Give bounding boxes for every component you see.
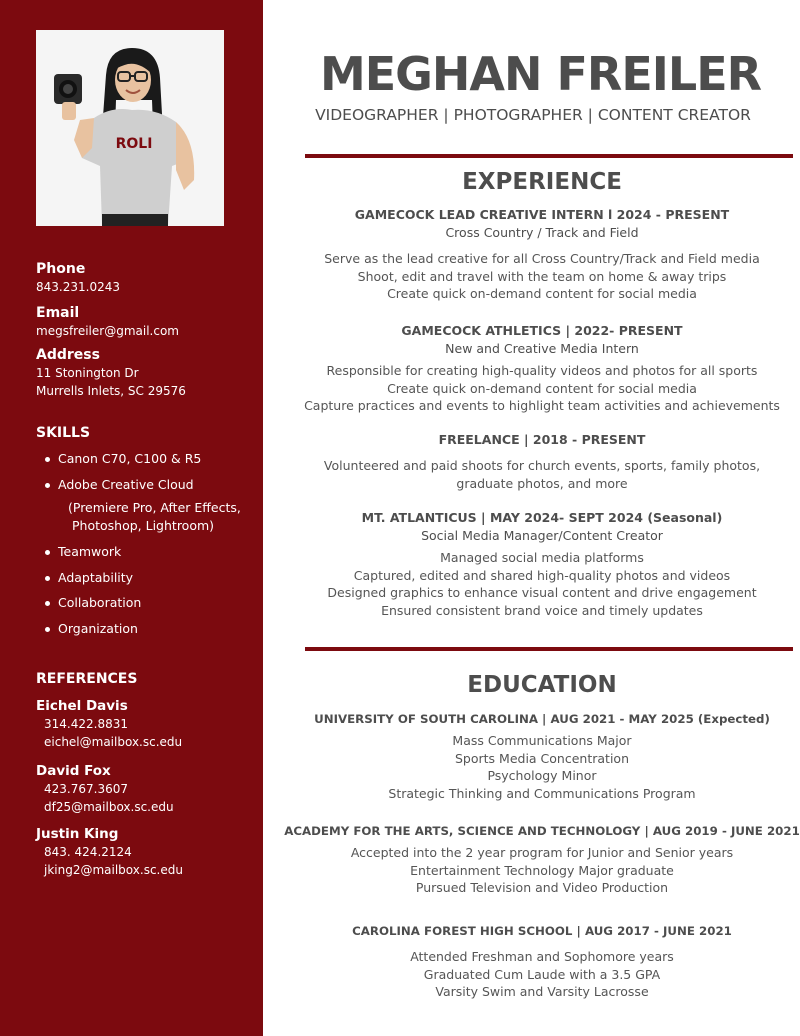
bullet-icon <box>45 627 50 632</box>
phone-value: 843.231.0243 <box>36 280 120 294</box>
phone-label: Phone <box>36 261 86 277</box>
list-item <box>36 450 260 468</box>
email-value: megsfreiler@gmail.com <box>36 324 179 338</box>
entry-heading: CAROLINA FOREST HIGH SCHOOL | AUG 2017 - JUNE 2021 <box>352 924 732 938</box>
list-item <box>36 543 260 561</box>
reference-name: Eichel Davis <box>36 698 128 714</box>
skill-label: Organization <box>58 620 138 636</box>
person-name: MEGHAN FREILER <box>319 47 762 101</box>
references-title: REFERENCES <box>36 671 138 687</box>
skill-detail-line: Photoshop, Lightroom) <box>72 518 215 533</box>
divider <box>305 647 793 651</box>
bullet-icon <box>45 483 50 488</box>
bullet-icon <box>45 601 50 606</box>
entry-line: Volunteered and paid shoots for church events, sports, family photos, <box>323 458 761 473</box>
entry-line: Mass Communications Major <box>452 733 632 748</box>
entry-line: Captured, edited and shared high-quality photos and videos <box>353 567 731 583</box>
bullet-icon <box>45 550 50 555</box>
address-label: Address <box>36 347 100 363</box>
skill-label: Adaptability <box>58 569 134 585</box>
entry-line: Sports Media Concentration <box>455 750 629 766</box>
list-item <box>36 476 260 494</box>
entry-heading: FREELANCE | 2018 - PRESENT <box>438 432 646 447</box>
reference-phone: 843. 424.2124 <box>44 845 132 859</box>
entry-heading: GAMECOCK ATHLETICS | 2022- PRESENT <box>401 323 683 338</box>
bullet-icon <box>45 457 50 462</box>
contact-address <box>36 346 256 400</box>
list-item <box>36 594 260 612</box>
entry-line: graduate photos, and more <box>456 475 628 491</box>
list-item <box>36 620 260 638</box>
education-entry <box>263 710 800 802</box>
skill-label: Adobe Creative Cloud <box>58 476 194 492</box>
entry-heading: GAMECOCK LEAD CREATIVE INTERN l 2024 - PRESENT <box>354 207 730 222</box>
skills-heading <box>36 424 256 442</box>
entry-line: Strategic Thinking and Communications Program <box>388 785 696 801</box>
divider <box>305 154 793 158</box>
svg-text:ROLI: ROLI <box>115 136 153 152</box>
entry-line: Attended Freshman and Sophomore years <box>410 949 674 964</box>
tagline: VIDEOGRAPHER | PHOTOGRAPHER | CONTENT CREATOR <box>315 106 751 124</box>
entry-line: Designed graphics to enhance visual content and drive engagement <box>327 585 757 601</box>
entry-line: Graduated Cum Laude with a 3.5 GPA <box>423 966 661 982</box>
entry-line: Varsity Swim and Varsity Lacrosse <box>435 984 649 1000</box>
address-line-1: 11 Stonington Dr <box>36 366 139 380</box>
entry-line: Shoot, edit and travel with the team on home & away trips <box>357 268 727 284</box>
reference-name: David Fox <box>36 763 111 779</box>
entry-heading: MT. ATLANTICUS | MAY 2024- SEPT 2024 (Seasonal) <box>361 510 723 525</box>
reference-entry <box>36 762 256 816</box>
entry-line: Responsible for creating high-quality videos and photos for all sports <box>326 363 758 378</box>
entry-line: Pursued Television and Video Production <box>415 880 669 896</box>
education-title: EDUCATION <box>467 672 617 698</box>
entry-line: Entertainment Technology Major graduate <box>410 862 674 878</box>
skill-detail-line: (Premiere Pro, After Effects, <box>68 500 241 515</box>
reference-entry <box>36 825 256 879</box>
reference-email: jking2@mailbox.sc.edu <box>44 863 183 877</box>
sidebar <box>0 0 263 1036</box>
reference-name: Justin King <box>36 826 119 842</box>
skill-label: Teamwork <box>58 544 122 559</box>
experience-entry <box>263 322 800 415</box>
entry-line: Managed social media platforms <box>440 550 644 565</box>
address-line-2: Murrells Inlets, SC 29576 <box>36 384 186 398</box>
reference-email: df25@mailbox.sc.edu <box>44 800 174 814</box>
skill-label: Collaboration <box>58 595 142 610</box>
experience-entry <box>263 431 800 492</box>
experience-entry <box>263 206 800 303</box>
skills-title: SKILLS <box>36 425 91 441</box>
bullet-icon <box>45 576 50 581</box>
entry-line: Capture practices and events to highlight team activities and achievements <box>304 398 780 414</box>
experience-entry <box>263 509 800 619</box>
contact-email <box>36 304 256 340</box>
entry-heading: ACADEMY FOR THE ARTS, SCIENCE AND TECHNOLOGY | AUG 2019 - JUNE 2021 <box>284 824 800 838</box>
list-item-detail <box>36 499 260 535</box>
education-entry <box>263 922 800 1001</box>
entry-subtitle: Social Media Manager/Content Creator <box>421 528 663 543</box>
references-heading <box>36 670 256 688</box>
email-label: Email <box>36 305 80 321</box>
entry-line: Psychology Minor <box>487 768 597 784</box>
entry-line: Create quick on-demand content for social media <box>387 286 697 302</box>
reference-phone: 423.767.3607 <box>44 782 128 796</box>
reference-phone: 314.422.8831 <box>44 717 128 731</box>
entry-line: Ensured consistent brand voice and timely updates <box>381 602 703 618</box>
entry-line: Accepted into the 2 year program for Junior and Senior years <box>350 845 734 860</box>
entry-subtitle: Cross Country / Track and Field <box>445 225 639 240</box>
reference-entry <box>36 697 256 751</box>
entry-line: Create quick on-demand content for social media <box>387 380 697 396</box>
main-content <box>263 0 800 1036</box>
entry-subtitle: New and Creative Media Intern <box>445 341 639 356</box>
entry-heading: UNIVERSITY OF SOUTH CAROLINA | AUG 2021 - MAY 2025 (Expected) <box>314 712 770 726</box>
profile-photo <box>36 30 224 226</box>
skill-label: Canon C70, C100 & R5 <box>58 451 202 466</box>
contact-phone <box>36 260 256 296</box>
experience-title: EXPERIENCE <box>462 169 622 195</box>
list-item <box>36 569 260 587</box>
education-entry <box>263 822 800 897</box>
entry-line: Serve as the lead creative for all Cross Country/Track and Field media <box>324 251 760 266</box>
skills-list <box>36 450 260 645</box>
reference-email: eichel@mailbox.sc.edu <box>44 735 183 749</box>
